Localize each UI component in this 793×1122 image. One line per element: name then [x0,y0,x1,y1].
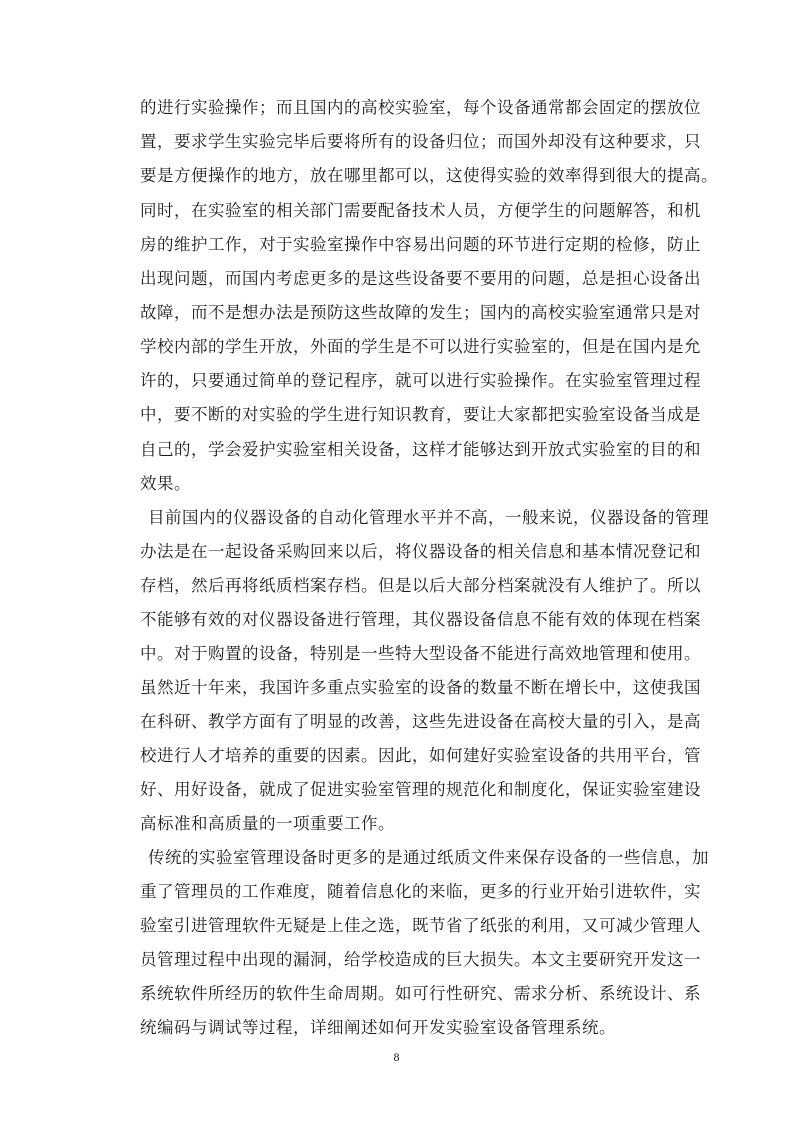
paragraph-2-line-8: 校进行人才培养的重要的因素。因此，如何建好实验室设备的共用平台，管 [140,746,701,765]
paragraph-2-line-1: 目前国内的仪器设备的自动化管理水平并不高，一般来说，仪器设备的管理 [148,508,709,527]
paragraph-1-line-7: 故障，而不是想办法是预防这些故障的发生；国内的高校实验室通常只是对 [140,303,701,322]
paragraph-3-line-4: 员管理过程中出现的漏洞，给学校造成的巨大损失。本文主要研究开发这一 [140,950,701,969]
paragraph-2-line-10: 高标准和高质量的一项重要工作。 [140,814,395,833]
paragraph-1-line-3: 要是方便操作的地方，放在哪里都可以，这使得实验的效率得到很大的提高。 [140,166,718,185]
paragraph-2-line-4: 不能够有效的对仪器设备进行管理，其仪器设备信息不能有效的体现在档案 [140,610,701,629]
paragraph-2-line-9: 好、用好设备，就成了促进实验室管理的规范化和制度化，保证实验室建设 [140,780,701,799]
paragraph-1-line-8: 学校内部的学生开放，外面的学生是不可以进行实验室的，但是在国内是允 [140,337,701,356]
paragraph-1-line-5: 房的维护工作，对于实验室操作中容易出问题的环节进行定期的检修，防止 [140,235,701,254]
paragraph-3-line-3: 验室引进管理软件无疑是上佳之选，既节省了纸张的利用，又可减少管理人 [140,916,701,935]
page-number: 8 [393,1050,400,1064]
paragraph-1-line-2: 置，要求学生实验完毕后要将所有的设备归位；而国外却没有这种要求，只 [140,132,701,151]
paragraph-2-line-5: 中。对于购置的设备，特别是一些特大型设备不能进行高效地管理和使用。 [140,644,701,663]
paragraph-1-line-9: 许的，只要通过简单的登记程序，就可以进行实验操作。在实验室管理过程 [140,371,701,390]
paragraph-1-line-11: 自己的，学会爱护实验室相关设备，这样才能够达到开放式实验室的目的和 [140,440,701,459]
paragraph-1-line-6: 出现问题，而国内考虑更多的是这些设备要不要用的问题，总是担心设备出 [140,269,701,288]
paragraph-3-line-1: 传统的实验室管理设备时更多的是通过纸质文件来保存设备的一些信息，加 [148,848,709,867]
paragraph-2-line-2: 办法是在一起设备采购回来以后，将仪器设备的相关信息和基本情况登记和 [140,542,701,561]
paragraph-1-line-4: 同时，在实验室的相关部门需要配备技术人员，方便学生的问题解答，和机 [140,201,701,220]
paragraph-1-line-10: 中，要不断的对实验的学生进行知识教育，要让大家都把实验室设备当成是 [140,405,701,424]
paragraph-3-line-5: 系统软件所经历的软件生命周期。如可行性研究、需求分析、系统设计、系 [140,984,701,1003]
paragraph-2-line-3: 存档，然后再将纸质档案存档。但是以后大部分档案就没有人维护了。所以 [140,576,701,595]
paragraph-1-line-1: 的进行实验操作；而且国内的高校实验室，每个设备通常都会固定的摆放位 [140,98,701,117]
paragraph-3-line-6: 统编码与调试等过程，详细阐述如何开发实验室设备管理系统。 [140,1018,616,1037]
paragraph-2-line-6: 虽然近十年来，我国许多重点实验室的设备的数量不断在增长中，这使我国 [140,678,701,697]
paragraph-2-line-7: 在科研、教学方面有了明显的改善，这些先进设备在高校大量的引入，是高 [140,712,701,731]
paragraph-1-line-12: 效果。 [140,474,191,493]
paragraph-3-line-2: 重了管理员的工作难度，随着信息化的来临，更多的行业开始引进软件，实 [140,882,701,901]
